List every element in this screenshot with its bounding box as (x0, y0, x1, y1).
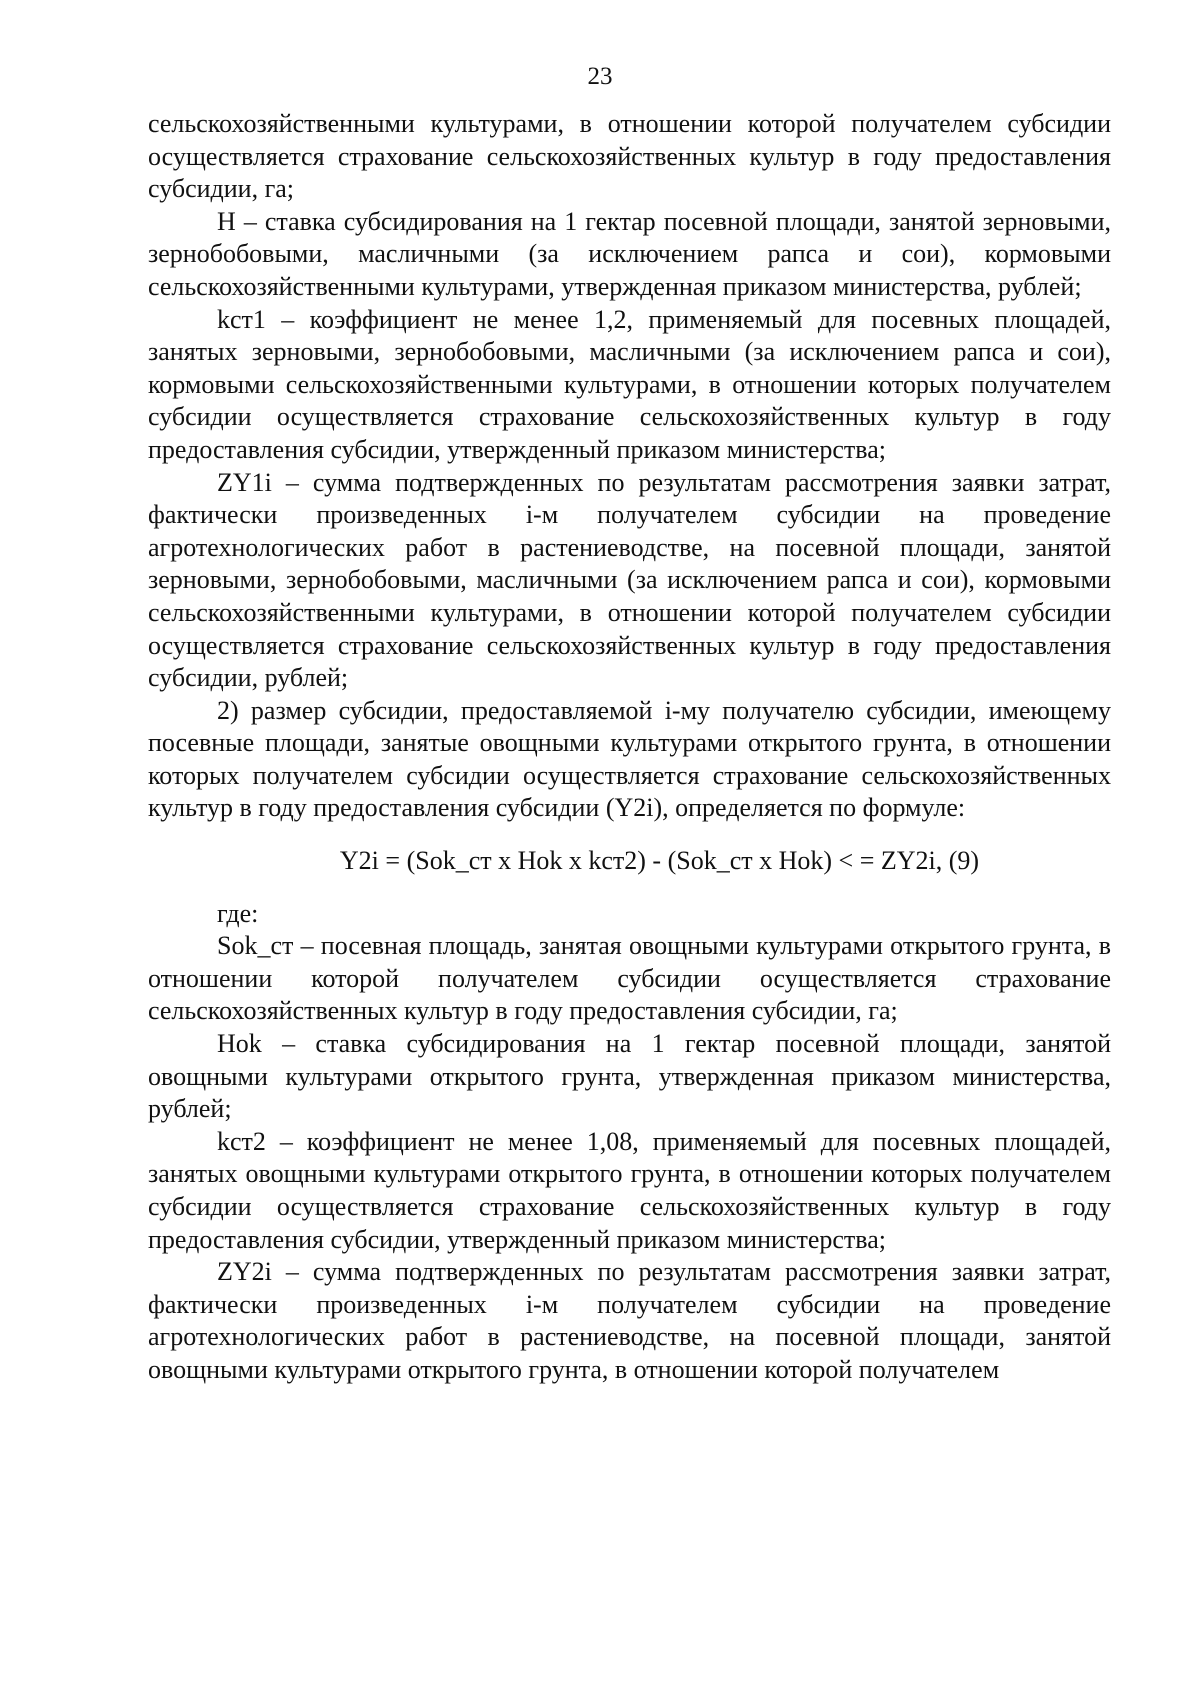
paragraph: сельскохозяйственными культурами, в отношении которой получателем субсидии осуществляется страхование сельскохозяйственных культур в году предоставления субсидии, га; (148, 109, 1111, 204)
paragraph-definition-hok: Hok – ставка субсидирования на 1 гектар посевной площади, занятой овощными культурами открытого грунта, утвержденная приказом министерства, рублей; (148, 1029, 1111, 1124)
paragraph-definition-kst1: kст1 – коэффициент не менее 1,2, применяемый для посевных площадей, занятых зерновыми, зернобобовыми, масличными (за исключением рапса и сои), кормовыми сельскохозяйственными культурами, в отношении которых получателем субсидии осуществляется страхование сельскохозяйственных культур в году предоставления субсидии, утвержденный приказом министерства; (148, 304, 1111, 464)
paragraph-definition-zy1i: ZY1i – сумма подтвержденных по результатам рассмотрения заявки затрат, фактически произведенных i-м получателем субсидии на проведение агротехнологических работ в растениеводстве, на посевной площади, занятой зерновыми, зернобобовыми, масличными (за исключением рапса и сои), кормовыми сельскохозяйственными культурами, в отношении которой получателем субсидии осуществляется страхование сельскохозяйственных культур в году предоставления субсидии, рублей; (148, 467, 1111, 693)
where-label: где: (217, 898, 259, 928)
paragraph-definition-h: Н – ставка субсидирования на 1 гектар посевной площади, занятой зерновыми, зернобобовыми, масличными (за исключением рапса и сои), кормовыми сельскохозяйственными культурами, утвержденная приказом министерства, рублей; (148, 206, 1111, 301)
page-number: 23 (587, 63, 613, 90)
document-body (148, 108, 1111, 1387)
paragraph-definition-sok-st: Sok_ст – посевная площадь, занятая овощными культурами открытого грунта, в отношении которой получателем субсидии осуществляется страхование сельскохозяйственных культур в году предоставления субсидии, га; (148, 931, 1111, 1026)
paragraph-item-2: 2) размер субсидии, предоставляемой i-му получателю субсидии, имеющему посевные площади, занятые овощными культурами открытого грунта, в отношении которых получателем субсидии осуществляется страхование сельскохозяйственных культур в году предоставления субсидии (Y2i), определяется по формуле: (148, 695, 1111, 823)
paragraph-definition-zy2i: ZY2i – сумма подтвержденных по результатам рассмотрения заявки затрат, фактически произведенных i-м получателем субсидии на проведение агротехнологических работ в растениеводстве, на посевной площади, занятой овощными культурами открытого грунта, в отношении которой получателем (148, 1257, 1111, 1384)
paragraph-definition-kst2: kст2 – коэффициент не менее 1,08, применяемый для посевных площадей, занятых овощными культурами открытого грунта, в отношении которых получателем субсидии осуществляется страхование сельскохозяйственных культур в году предоставления субсидии, утвержденный приказом министерства; (148, 1126, 1111, 1254)
formula-9: Y2i = (Sok_ст x Hok x kст2) - (Sok_ст x Hok) < = ZY2i, (9) (339, 846, 980, 876)
